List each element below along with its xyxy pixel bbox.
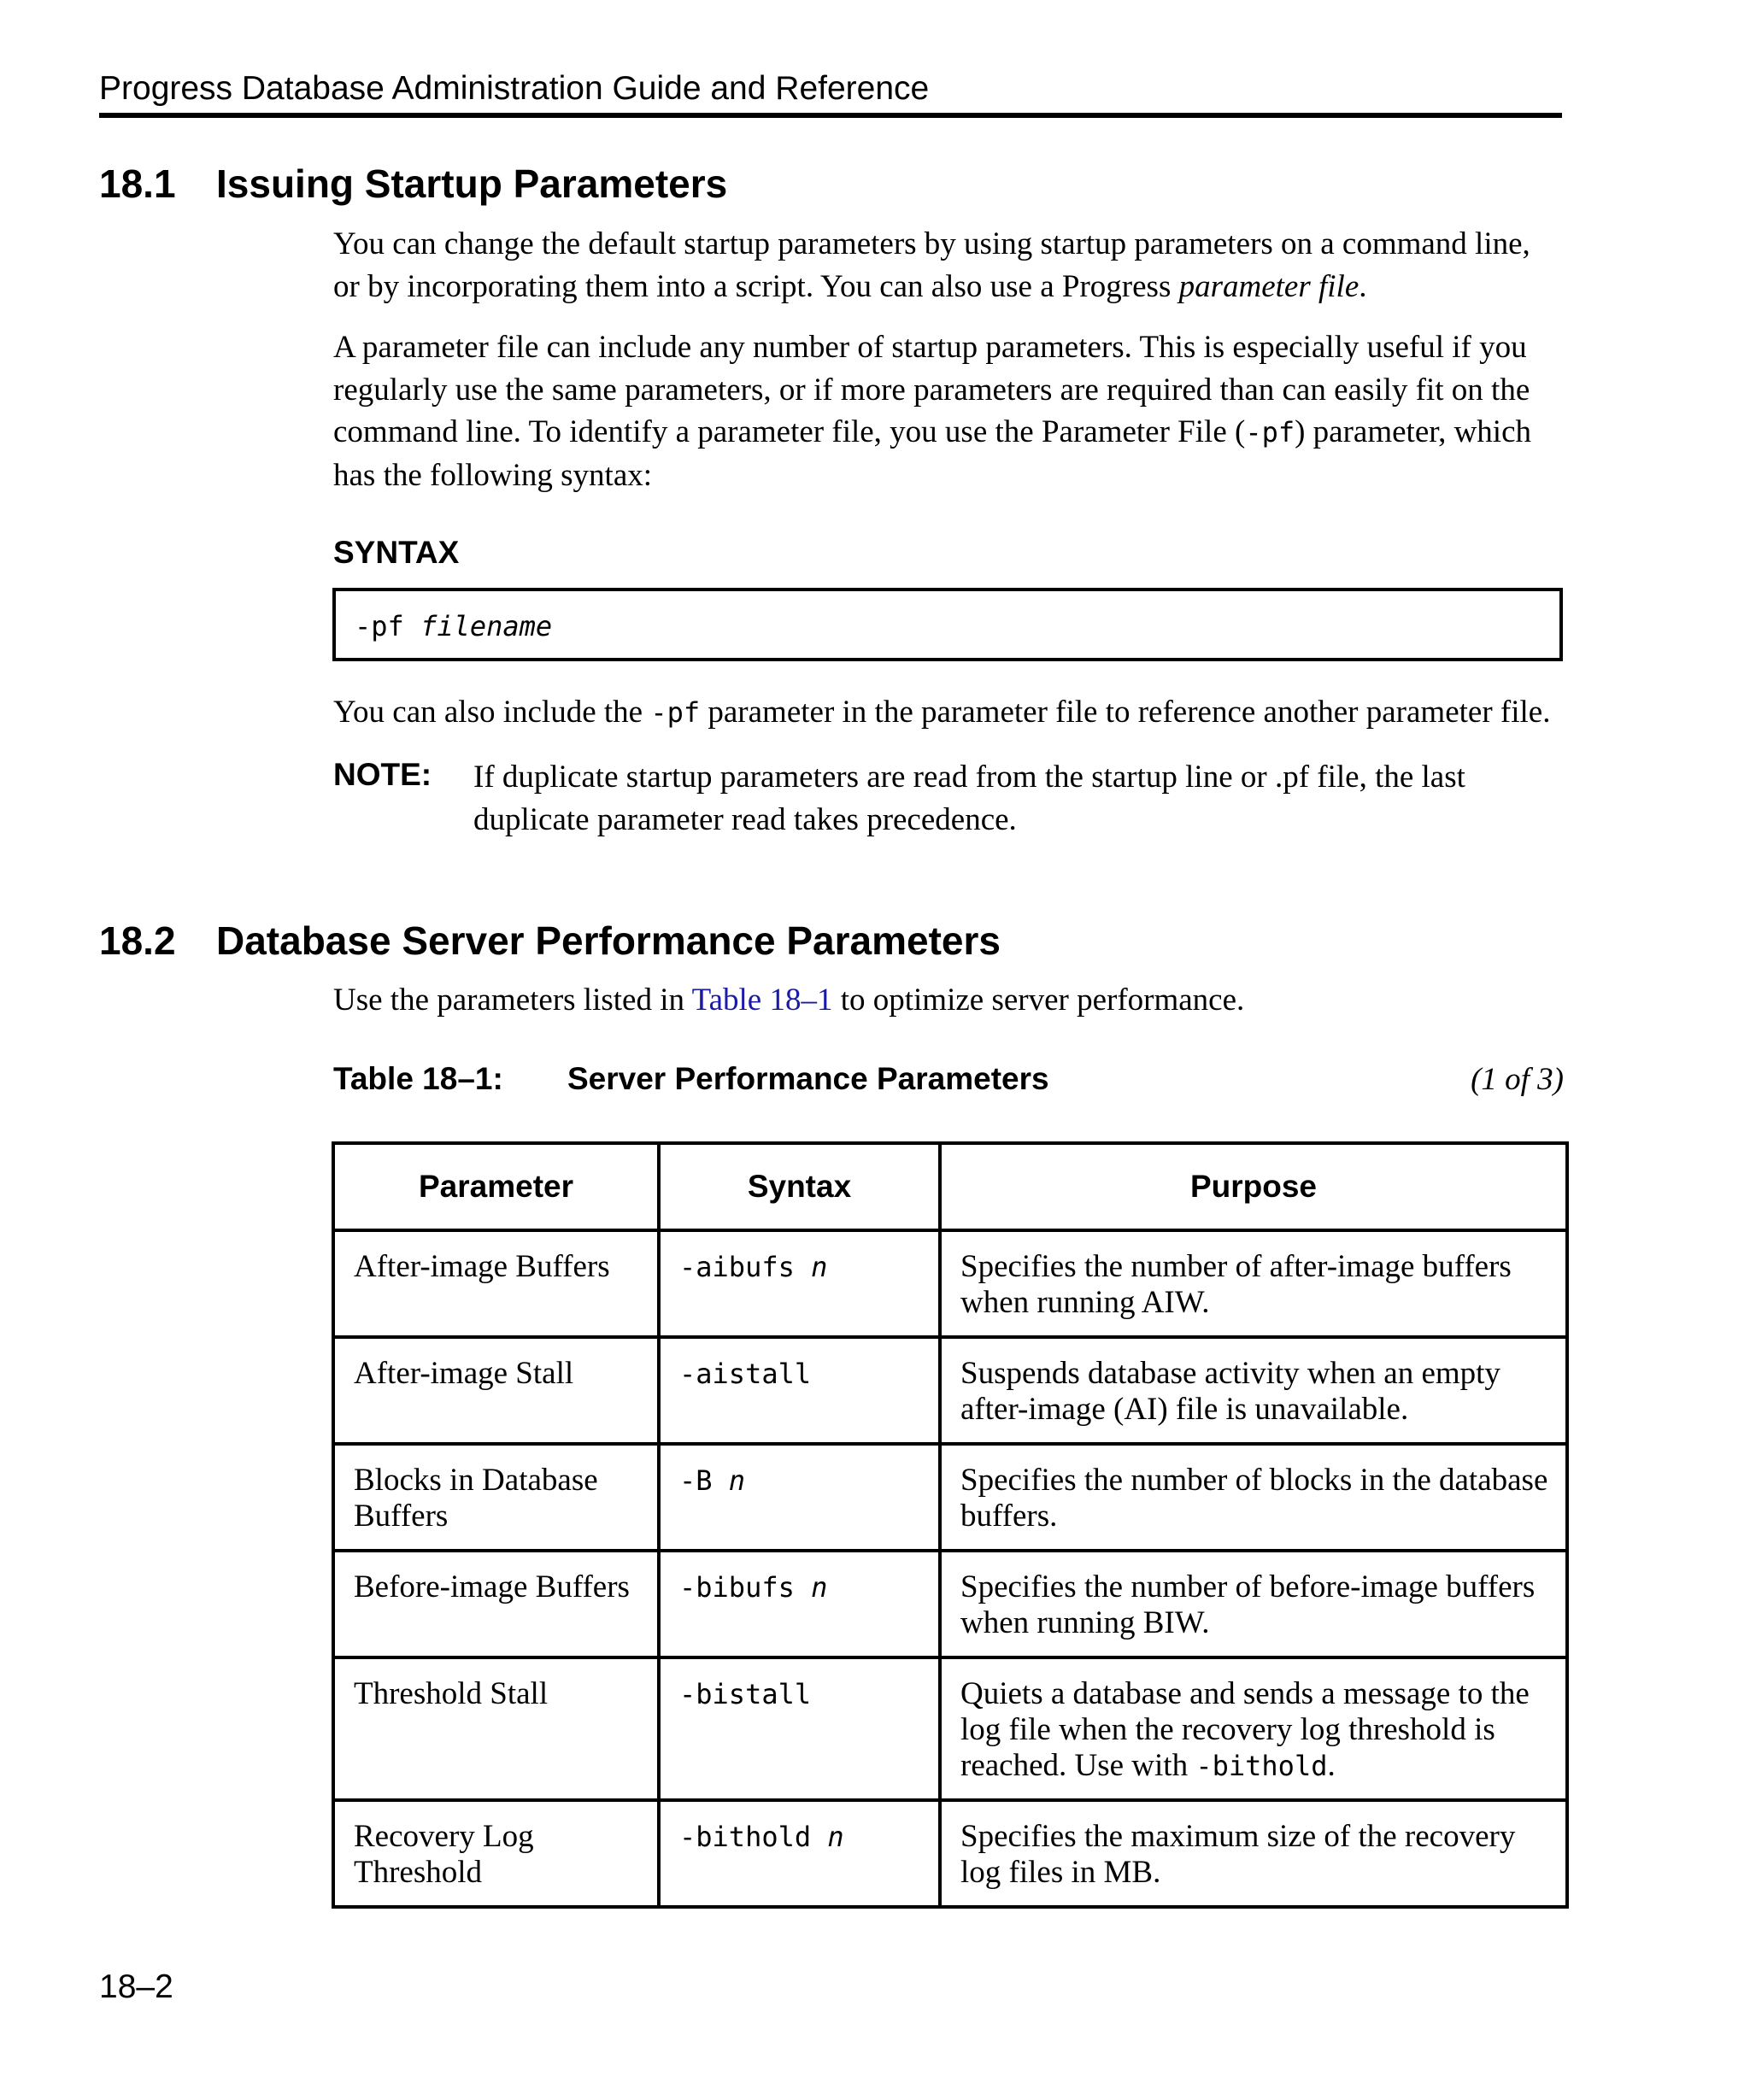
parameter-cell: Blocks in Database Buffers — [333, 1444, 659, 1551]
table-row — [333, 1230, 1567, 1337]
caption-number: Table 18–1: — [333, 1061, 503, 1096]
parameter-cell: Recovery Log Threshold — [333, 1800, 659, 1907]
syntax-cell: -bistall — [659, 1657, 940, 1800]
running-header: Progress Database Administration Guide and Reference — [99, 67, 1562, 118]
purpose-cell: Specifies the number of after-image buffers when running AIW. — [940, 1230, 1567, 1337]
parameter-cell: After-image Stall — [333, 1337, 659, 1444]
purpose-cell: Suspends database activity when an empty after-image (AI) file is unavailable. — [940, 1337, 1567, 1444]
paragraph: Use the parameters listed in Table 18–1 to optimize server performance. — [333, 983, 1245, 1018]
table-header-row — [333, 1143, 1567, 1230]
column-header: Purpose — [940, 1143, 1567, 1230]
section-number: 18.1 — [99, 161, 176, 206]
syntax-cell: -aistall — [659, 1337, 940, 1444]
parameter-cell: Before-image Buffers — [333, 1551, 659, 1657]
section-heading-18-1 — [99, 159, 727, 208]
table-row — [333, 1657, 1567, 1800]
section-title: Database Server Performance Parameters — [216, 918, 1001, 963]
server-performance-table — [332, 1141, 1569, 1909]
parameter-cell: After-image Buffers — [333, 1230, 659, 1337]
table-link[interactable]: Table 18–1 — [691, 983, 833, 1018]
purpose-cell: Specifies the maximum size of the recovery log files in MB. — [940, 1800, 1567, 1907]
section-title: Issuing Startup Parameters — [216, 161, 728, 206]
paragraph: You can also include the -pf parameter in the parameter file to reference another parameter file. — [333, 695, 1551, 730]
table-row — [333, 1551, 1567, 1657]
syntax-cell: -bibufs n — [659, 1551, 940, 1657]
note-text: If duplicate startup parameters are read from the startup line or .pf file, the last duplicate parameter read takes precedence. — [473, 760, 1465, 837]
paragraph: You can change the default startup parameters by using startup parameters on a command line, or by incorporating them into a script. You can also use a Progress parameter file. — [333, 226, 1530, 304]
syntax-cell: -B n — [659, 1444, 940, 1551]
purpose-cell: Quiets a database and sends a message to the log file when the recovery log threshold is reached. Use with -bithold. — [940, 1657, 1567, 1800]
purpose-cell: Specifies the number of before-image buffers when running BIW. — [940, 1551, 1567, 1657]
table-row — [333, 1444, 1567, 1551]
page-number: 18–2 — [99, 1968, 173, 2005]
syntax-cell: -aibufs n — [659, 1230, 940, 1337]
syntax-box — [332, 588, 1563, 661]
syntax-label: SYNTAX — [333, 535, 460, 570]
parameter-cell: Threshold Stall — [333, 1657, 659, 1800]
syntax-cell: -bithold n — [659, 1800, 940, 1907]
note-label: NOTE: — [333, 757, 432, 792]
section-heading-18-2 — [99, 916, 1001, 965]
table-row — [333, 1800, 1567, 1907]
section-number: 18.2 — [99, 918, 176, 963]
syntax-code: -pf filename — [355, 610, 553, 642]
column-header: Syntax — [659, 1143, 940, 1230]
table-caption — [333, 1061, 1564, 1104]
column-header: Parameter — [333, 1143, 659, 1230]
caption-title: Server Performance Parameters — [567, 1061, 1049, 1096]
purpose-cell: Specifies the number of blocks in the database buffers. — [940, 1444, 1567, 1551]
paragraph: A parameter file can include any number of startup parameters. This is especially useful if you regularly use the same parameters, or if more parameters are required than can easily fit on the command line. To identify a parameter file, you use the Parameter File (-pf) parameter, which has the following syntax: — [333, 330, 1532, 493]
table-row — [333, 1337, 1567, 1444]
caption-page: (1 of 3) — [1471, 1062, 1564, 1097]
